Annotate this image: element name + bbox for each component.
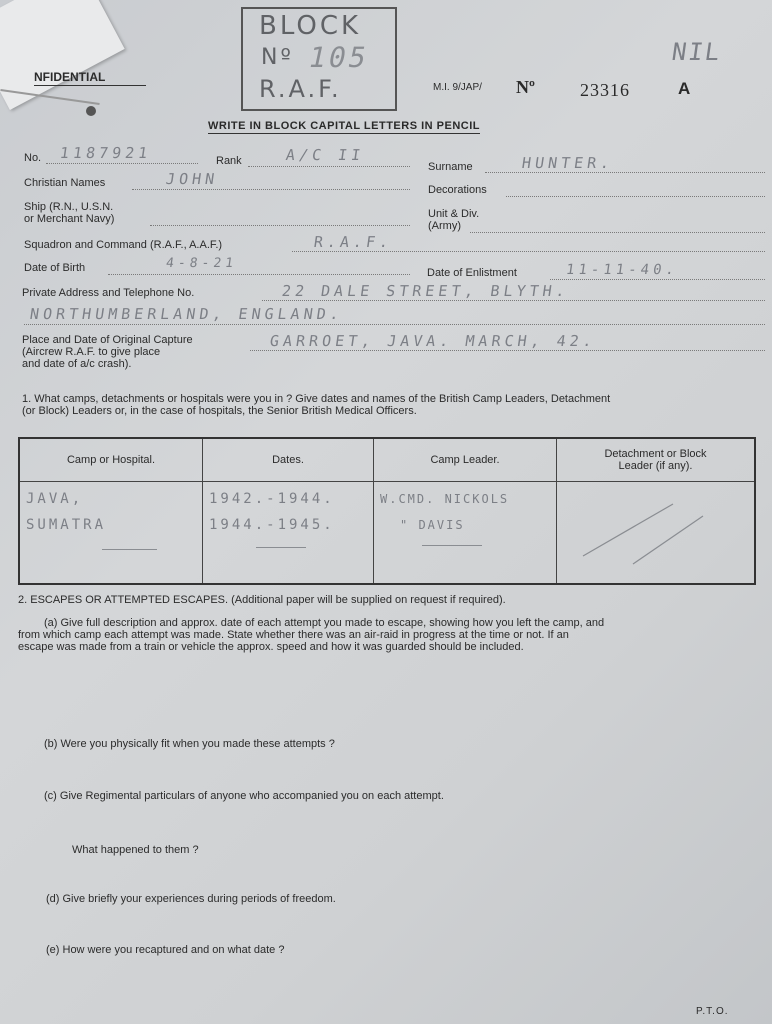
- underline-mark-3: [422, 545, 482, 546]
- pto-label: P.T.O.: [696, 1006, 729, 1017]
- service-no-label: No.: [24, 152, 42, 164]
- leader-entry-1: W.CMD. NICKOLS: [380, 492, 510, 506]
- christian-names-label: Christian Names: [24, 177, 106, 189]
- question-2c-sub: What happened to them ?: [72, 844, 199, 856]
- rank-value: A/C II: [284, 146, 366, 164]
- unit-label-1: Unit & Div.: [428, 208, 480, 220]
- ship-label-1: Ship (R.N., U.S.N.: [24, 201, 114, 213]
- dob-value: 4-8-21: [164, 256, 239, 271]
- question-2e: (e) How were you recaptured and on what date ?: [46, 944, 285, 956]
- header-dates: Dates.: [203, 438, 374, 482]
- ship-line: [150, 225, 410, 226]
- capture-line: [250, 350, 765, 351]
- surname-label: Surname: [428, 161, 473, 173]
- dates-entry-1: 1942.-1944.: [209, 491, 335, 507]
- table-row: [19, 482, 755, 585]
- camps-table: [18, 437, 756, 585]
- form-number: 23316: [580, 80, 630, 100]
- underline-mark-1: [102, 549, 157, 550]
- strike-through-marks: [563, 486, 723, 566]
- header-detachment-text-2: Leader (if any).: [618, 460, 693, 472]
- question-2-heading: 2. ESCAPES OR ATTEMPTED ESCAPES. (Additional paper will be supplied on request if required).: [18, 594, 506, 606]
- squadron-value: R.A.F.: [312, 233, 394, 251]
- cell-camp-leader: [374, 482, 557, 585]
- block-stamp: [241, 7, 397, 111]
- header-camp: Camp or Hospital.: [19, 438, 203, 482]
- service-no-line: [46, 163, 198, 164]
- underline-mark-2: [256, 547, 306, 548]
- enlistment-line: [550, 279, 765, 280]
- capture-label-1: Place and Date of Original Capture: [22, 334, 193, 346]
- christian-names-value: JOHN: [164, 170, 220, 188]
- surname-line: [485, 172, 765, 173]
- address-value-1: 22 DALE STREET, BLYTH.: [280, 282, 570, 300]
- capture-label-3: and date of a/c crash).: [22, 358, 132, 370]
- address-value-2: NORTHUMBERLAND, ENGLAND.: [28, 305, 345, 323]
- unit-label-2: (Army): [428, 220, 461, 232]
- cell-camp: [19, 482, 203, 585]
- unit-line: [470, 232, 765, 233]
- question-2d: (d) Give briefly your experiences during periods of freedom.: [46, 893, 336, 905]
- confidential-label: NFIDENTIAL: [34, 70, 106, 84]
- rank-line: [248, 166, 410, 167]
- address-line-1: [262, 300, 765, 301]
- number-label: Nº: [516, 77, 535, 97]
- enlistment-value: 11-11-40.: [564, 262, 679, 278]
- cell-dates: [203, 482, 374, 585]
- question-1-text-1: 1. What camps, detachments or hospitals were you in ? Give dates and names of the British Camp Leaders, Detachment: [22, 393, 611, 405]
- question-2c: (c) Give Regimental particulars of anyone who accompanied you on each attempt.: [44, 790, 444, 802]
- address-line-2: [24, 324, 765, 325]
- form-letter: A: [678, 79, 691, 98]
- squadron-label: Squadron and Command (R.A.F., A.A.F.): [24, 239, 223, 251]
- stamp-number: 105: [305, 41, 373, 74]
- dates-entry-2: 1944.-1945.: [209, 517, 335, 533]
- service-no-value: 1187921: [58, 144, 153, 162]
- table-header-row: [19, 438, 755, 482]
- decorations-label: Decorations: [428, 184, 487, 196]
- question-1-text-2: (or Block) Leaders or, in the case of hospitals, the Senior British Medical Officers.: [22, 405, 417, 417]
- header-detachment-leader: [557, 438, 756, 482]
- question-2a-line-2: from which camp each attempt was made. State whether there was an air-raid in progress at the time or not. If an: [18, 629, 569, 641]
- nil-mark: NIL: [670, 38, 724, 66]
- surname-value: HUNTER.: [520, 154, 615, 172]
- dob-label: Date of Birth: [24, 262, 86, 274]
- leader-entry-2: " DAVIS: [400, 518, 465, 532]
- stamp-raf-text: R.A.F.: [259, 75, 342, 103]
- cell-detachment: [557, 482, 756, 585]
- question-2a-line-3: escape was made from a train or vehicle the approx. speed and how it was guarded should be included.: [18, 641, 524, 653]
- stamp-no-text: Nº: [261, 45, 294, 70]
- capture-label-2: (Aircrew R.A.F. to give place: [22, 346, 161, 358]
- mi-reference: M.I. 9/JAP/: [433, 82, 482, 93]
- camp-entry-2: SUMATRA: [26, 517, 107, 533]
- punch-hole: [86, 106, 96, 116]
- header-camp-leader: Camp Leader.: [374, 438, 557, 482]
- ship-label-2: or Merchant Navy): [24, 213, 115, 225]
- stamp-block-text: BLOCK: [259, 11, 362, 41]
- squadron-line: [292, 251, 765, 252]
- confidential-underline: [34, 85, 146, 86]
- camp-entry-1: JAVA,: [26, 491, 84, 507]
- christian-names-line: [132, 189, 410, 190]
- decorations-line: [506, 196, 765, 197]
- rank-label: Rank: [216, 155, 242, 167]
- dob-line: [108, 274, 410, 275]
- header-detachment-text-1: Detachment or Block: [604, 448, 707, 460]
- enlistment-label: Date of Enlistment: [427, 267, 517, 279]
- address-label: Private Address and Telephone No.: [22, 287, 195, 299]
- instruction-heading: WRITE IN BLOCK CAPITAL LETTERS IN PENCIL: [208, 120, 480, 132]
- capture-value: GARROET, JAVA. MARCH, 42.: [268, 332, 598, 350]
- question-2a-line-1: (a) Give full description and approx. date of each attempt you made to escape, showing how you left the camp, and: [44, 617, 605, 629]
- question-2b: (b) Were you physically fit when you made these attempts ?: [44, 738, 335, 750]
